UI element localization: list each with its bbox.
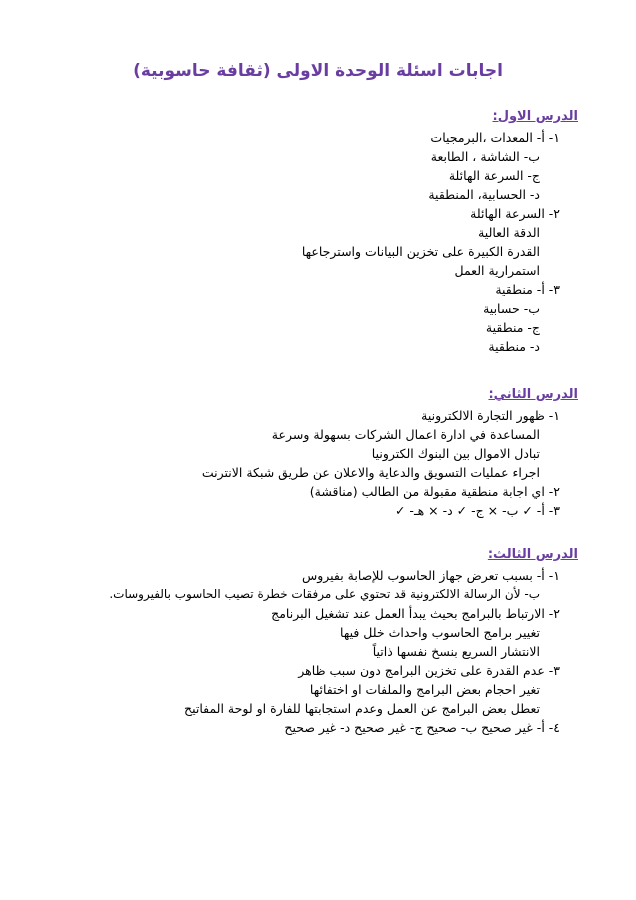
lesson-2-line: ٢- اي اجابة منطقية مقبولة من الطالب (مناقشة) bbox=[309, 484, 560, 499]
lesson-2-section bbox=[40, 384, 578, 520]
lesson-1-section bbox=[40, 106, 578, 356]
lesson-1-line: ب- حسابية bbox=[483, 301, 540, 316]
lesson-3-line: تغير احجام بعض البرامج والملفات او اختفائها bbox=[309, 682, 540, 697]
lesson-2-line: المساعدة في ادارة اعمال الشركات بسهولة وسرعة bbox=[271, 427, 540, 442]
lesson-2-heading: الدرس الثاني: bbox=[488, 387, 578, 402]
lesson-1-line: د- منطقية bbox=[488, 339, 540, 354]
lesson-3-section bbox=[40, 544, 578, 737]
lesson-3-line: تعطل بعض البرامج عن العمل وعدم استجابتها للفارة او لوحة المفاتيح bbox=[184, 701, 540, 716]
lesson-2-line: اجراء عمليات التسويق والدعاية والاعلان عن طريق شبكة الانترنت bbox=[201, 465, 540, 480]
lesson-1-line: استمرارية العمل bbox=[454, 263, 540, 278]
lesson-1-line: القدرة الكبيرة على تخزين البيانات واسترجاعها bbox=[301, 244, 540, 259]
lesson-2-line: ١- ظهور التجارة الالكترونية bbox=[421, 408, 560, 423]
page-title: اجابات اسئلة الوحدة الاولى (ثقافة حاسوبية) bbox=[133, 61, 503, 81]
lesson-3-line: ب- لأن الرسالة الالكترونية قد تحتوي على مرفقات خطرة تصيب الحاسوب بالفيروسات. bbox=[109, 587, 540, 601]
lesson-1-line: ج- السرعة الهائلة bbox=[448, 168, 540, 183]
lesson-2-line: تبادل الاموال بين البنوك الكترونيا bbox=[371, 446, 540, 461]
lesson-1-heading: الدرس الاول: bbox=[492, 109, 578, 124]
lesson-3-line: الانتشار السريع بنسخ نفسها ذاتياً bbox=[372, 644, 540, 659]
lesson-3-line: تغيير برامج الحاسوب واحداث خلل فيها bbox=[340, 625, 540, 640]
lesson-2-line: ٣- أ- ✓ ب- × ج- ✓ د- × هـ- ✓ bbox=[394, 503, 560, 518]
lesson-1-line: ٣- أ- منطقية bbox=[495, 282, 560, 297]
lesson-1-line: د- الحسابية، المنطقية bbox=[428, 187, 540, 202]
lesson-3-line: ٢- الارتباط بالبرامج بحيث يبدأ العمل عند تشغيل البرنامج bbox=[271, 606, 560, 621]
lesson-1-line: ج- منطقية bbox=[485, 320, 540, 335]
lesson-3-heading: الدرس الثالث: bbox=[487, 547, 578, 562]
lesson-1-line: الدقة العالية bbox=[478, 225, 540, 240]
lesson-3-line: ١- أ- بسبب تعرض جهاز الحاسوب للإصابة بفيروس bbox=[301, 568, 560, 583]
lesson-1-line: ب- الشاشة ، الطابعة bbox=[430, 149, 540, 164]
lesson-1-line: ٢- السرعة الهائلة bbox=[470, 206, 560, 221]
lesson-1-line: ١- أ- المعدات ،البرمجيات bbox=[430, 130, 560, 145]
lesson-3-line: ٤- أ- غير صحيح ب- صحيح ج- غير صحيح د- غير صحيح bbox=[284, 720, 560, 735]
lesson-3-line: ٣- عدم القدرة على تخزين البرامج دون سبب ظاهر bbox=[298, 663, 560, 678]
